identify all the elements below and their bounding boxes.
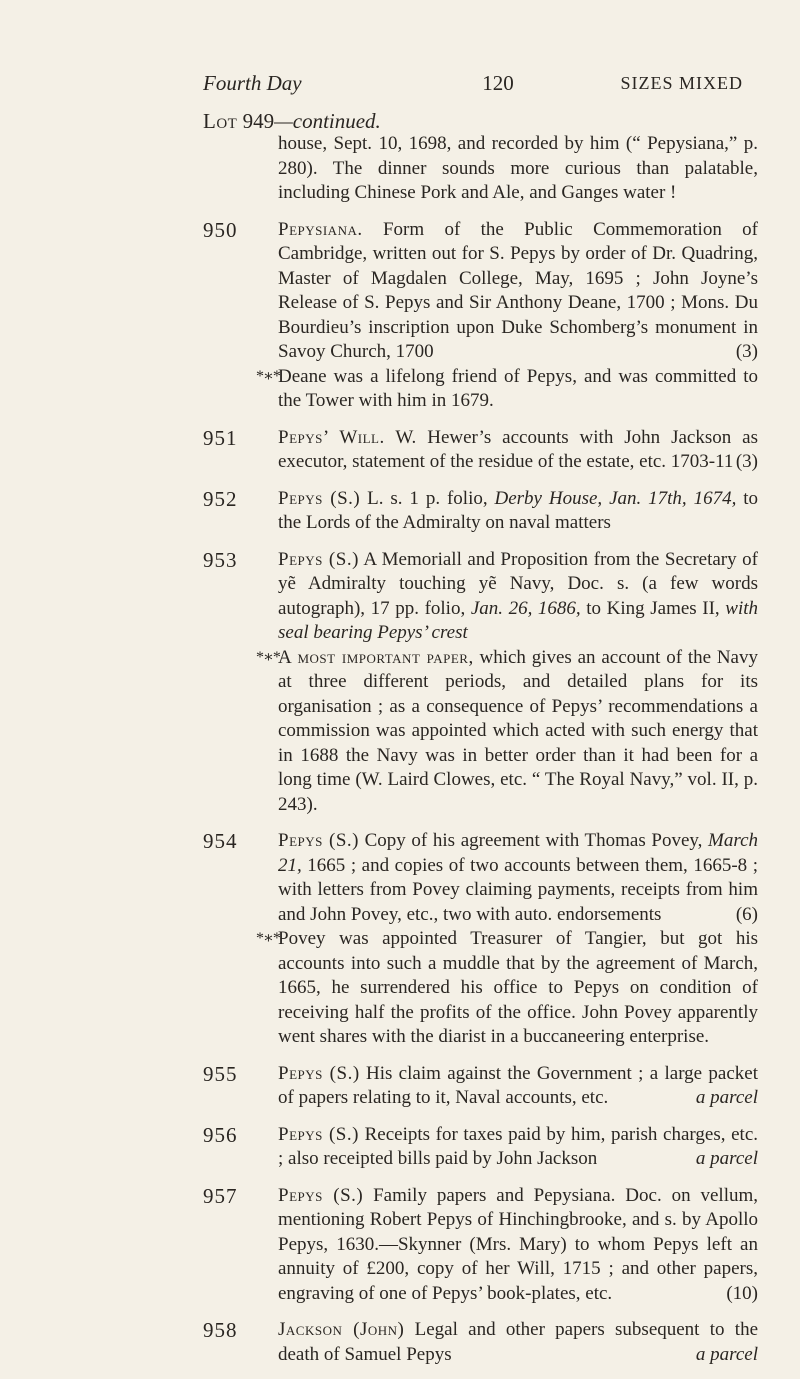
lot-quantity: a parcel [695, 1148, 758, 1169]
lot-head: Pepys (S.) [278, 1123, 359, 1145]
lot-head: Pepys (S.) [278, 830, 359, 851]
day-label: Fourth Day [203, 71, 302, 95]
lot-note [256, 927, 758, 1050]
lot-entry [203, 1062, 758, 1111]
lot-quantity: a parcel [695, 1087, 758, 1108]
lot-number: 952 [203, 486, 238, 511]
lot-description [278, 218, 758, 365]
lot-entry [203, 1184, 758, 1307]
lot-italic-text: March 21, [278, 830, 758, 876]
lot-head: Pepys (S.) [278, 1184, 364, 1206]
lot-number: 956 [203, 1122, 238, 1147]
lot-head: Pepys’ Will. [278, 426, 385, 448]
lot-list [203, 132, 758, 1379]
lot-text-after: to King James II, [580, 597, 726, 619]
lot-description [278, 487, 758, 536]
lot-note [256, 646, 758, 818]
asterism-mark: *∗* [256, 367, 280, 385]
lot-description [278, 426, 758, 475]
lot-text: His claim against the Government ; a large packet of papers relating to it, Naval accounts, etc. [278, 1062, 759, 1108]
lot-text: Family papers and Pepysiana. Doc. on vellum, mentioning Robert Pepys of Hinchingbrooke, and s. by Apollo Pepys, 1630.—Skynner (Mrs. Mary) to whom Pepys left an annuity of £200, copy of her Will, 1715 ; and other papers, engraving of one of Pepys’ book-plates, etc. [278, 1184, 758, 1304]
lot-text: Copy of his agreement with Thomas Povey, [358, 830, 709, 851]
lot-entry [203, 829, 758, 1050]
lot-description [278, 1318, 758, 1367]
page-number: 120 [482, 71, 514, 95]
lot-entry [203, 548, 758, 818]
continued-label: —continued. [274, 109, 381, 133]
lot-continuation [203, 132, 758, 206]
lot-number: 957 [203, 1183, 238, 1208]
lot-head: Pepys (S.) [278, 1062, 360, 1084]
lot-number: 951 [203, 425, 238, 450]
lot-entry [203, 1318, 758, 1367]
lot-description [278, 1062, 758, 1111]
lot-italic-text: Derby House, Jan. 17th, 1674, [494, 487, 737, 509]
lot-text: Legal and other papers subsequent to the death of Samuel Pepys [278, 1319, 759, 1365]
asterism-mark: *∗* [256, 930, 280, 947]
lot-description [278, 829, 758, 927]
note-caps: A most important paper, [278, 646, 474, 668]
lot-number: 950 [203, 217, 238, 242]
lot-note [256, 365, 758, 414]
lot-text: Form of the Public Commemoration of Cambridge, written out for S. Pepys by order of Dr. Quadring, Master of Magdalen College, May, 1695 ; John Joyne’s Release of S. Pepys and Sir Anthony Deane, 1700 ; Mons. Du Bourdieu’s inscription upon Duke Schomberg’s monument in Savoy Church, 1700 [278, 218, 758, 362]
note-text: which gives an account of the Navy at three different periods, and detailed plans for its organisation ; as a consequence of Pepys’ recommendations a commission was appointed which acted with such energy that in 1688 the Navy was in better order than it had been for a long time (W. Laird Clowes, etc. “ The Royal Navy,” vol. II, p. 243). [278, 646, 758, 815]
section-label: SIZES MIXED [620, 73, 743, 93]
lot-number: 958 [203, 1318, 238, 1342]
lot-italic-text: Jan. 26, 1686, [470, 597, 581, 619]
lot-number: 954 [203, 829, 238, 853]
lot-number: 955 [203, 1061, 238, 1086]
lot-head: Pepysiana. [278, 218, 363, 240]
lot-entry [203, 487, 758, 536]
note-text: Povey was appointed Treasurer of Tangier, but got his accounts into such a muddle that by the agreement of March, 1665, he surrendered his office to Pepys on condition of receiving half the profits of the office. John Povey apparently went shares with the diarist in a buccaneering enterprise. [278, 928, 758, 1047]
lot-text-after: 1665 ; and copies of two accounts between them, 1665-8 ; with letters from Povey claiming payments, receipts from him and John Povey, etc., two with auto. endorsements [278, 854, 758, 925]
lot-text-after: to the Lords of the Admiralty on naval matters [278, 487, 759, 533]
asterism-mark: *∗* [256, 648, 280, 666]
lot-entry [203, 218, 758, 414]
lot-description [278, 1123, 758, 1172]
continuation-text: house, Sept. 10, 1698, and recorded by him (“ Pepysiana,” p. 280). The dinner sounds more curious than palatable, including Chinese Pork and Ale, and Ganges water ! [278, 133, 758, 203]
lot-description [278, 548, 758, 646]
lot-text: A Memoriall and Proposition from the Secretary of yẽ Admiralty touching yẽ Navy, Doc. s. (a few words autograph), 17 pp. folio, [278, 548, 759, 619]
lot-continued-heading [203, 108, 381, 134]
lot-quantity: (10) [726, 1282, 758, 1304]
lot-head: Pepys (S.) [278, 548, 359, 570]
lot-quantity: (6) [735, 903, 758, 925]
lot-head: Pepys (S.) [278, 487, 361, 509]
lot-entry [203, 426, 758, 475]
running-head [203, 70, 743, 96]
lot-text: Receipts for taxes paid by him, parish charges, etc. ; also receipted bills paid by John Jackson [278, 1123, 758, 1169]
lot-entry [203, 1123, 758, 1172]
lot-quantity: (3) [735, 451, 758, 472]
lot-text: L. s. 1 p. folio, [360, 487, 495, 509]
lot-description [278, 1184, 758, 1307]
lot-prefix: Lot [203, 109, 238, 133]
lot-italic-text-2: with seal bearing Pepys’ crest [278, 597, 758, 643]
lot-number: 953 [203, 547, 238, 572]
lot-quantity: a parcel [695, 1343, 758, 1365]
note-text: Deane was a lifelong friend of Pepys, and was committed to the Tower with him in 1679. [278, 365, 758, 411]
lot-text: W. Hewer’s accounts with John Jackson as executor, statement of the residue of the estate, etc. 1703-11 [278, 426, 758, 472]
lot-head: Jackson (John) [278, 1319, 405, 1340]
lot-heading-number: 949 [242, 109, 275, 133]
lot-quantity: (3) [735, 341, 758, 362]
